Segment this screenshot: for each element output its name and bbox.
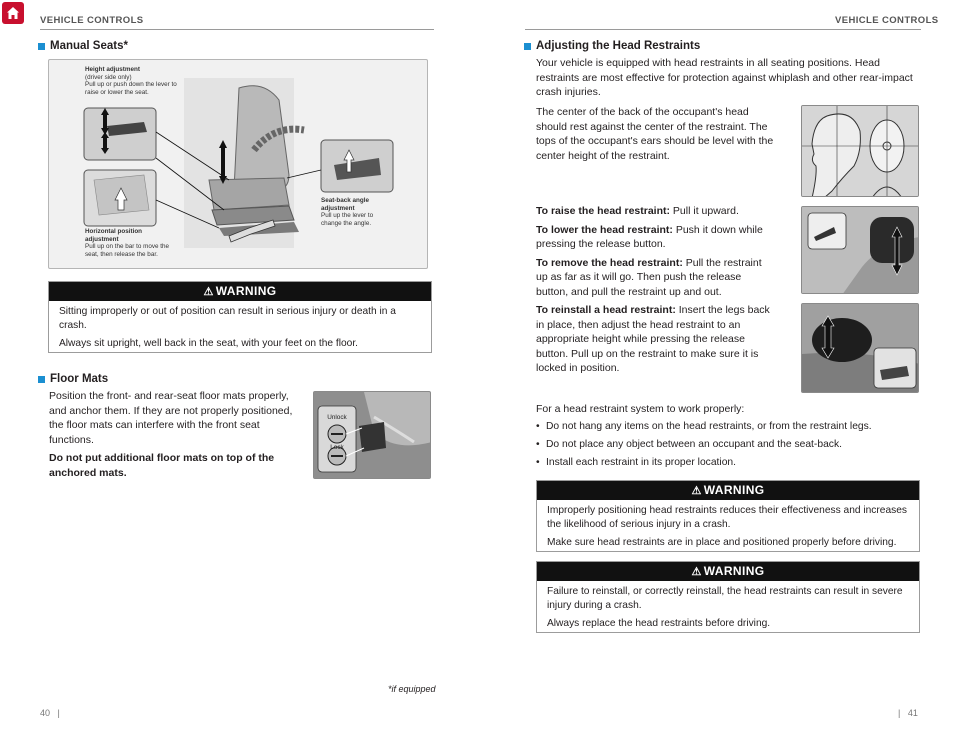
header-divider (40, 29, 434, 30)
page-number: | 41 (898, 708, 918, 718)
system-bullets (536, 418, 926, 471)
page-number: 40 | (40, 708, 60, 718)
seatback-adjustment-label: Seat-back angle adjustment Pull up the lever to change the angle. (321, 197, 374, 227)
home-icon (5, 5, 21, 21)
section-bullet-icon (38, 376, 45, 383)
head-position-diagram (801, 105, 919, 197)
section-heading-text: Manual Seats* (50, 40, 128, 52)
home-button[interactable] (2, 2, 24, 24)
manual-seat-illustration (48, 59, 428, 269)
page-header-title: VEHICLE CONTROLS (40, 15, 144, 26)
section-heading-head-restraints (524, 40, 700, 52)
warning-triangle-icon: ⚠ (691, 485, 702, 497)
section-bullet-icon (38, 43, 45, 50)
floor-mat-anchor-photo (313, 391, 431, 479)
head-restraint-release-photo (801, 303, 919, 393)
warning-body: Improperly positioning head restraints reduces their effectiveness and increases the likelihood of serious injury in a crash. Make sure head restraints are in place and positioned properly before driving. (547, 505, 907, 548)
warning-box-seating (48, 281, 432, 353)
warning-box-reinstall (536, 561, 920, 633)
head-restraint-center-text: The center of the back of the occupant's head should rest against the center of the restraint. The tops of the occupant's ears should be level with the center height of the restraint. (536, 106, 774, 162)
section-heading-floor-mats (38, 373, 108, 385)
warning-header: ⚠ WARNING (49, 282, 431, 301)
system-intro: For a head restraint system to work properly: (536, 403, 745, 415)
lock-label: Lock (330, 444, 344, 451)
warning-body: Sitting improperly or out of position can result in serious injury or death in a crash. Always sit upright, well back in the seat, with your feet on the floor. (59, 306, 396, 349)
head-restraint-intro: Your vehicle is equipped with head restraints in all seating positions. Head restraints are most effective for protection against whiplash and other rear-impact crash injuries. (536, 57, 913, 98)
right-page (480, 0, 960, 738)
page-header-title: VEHICLE CONTROLS (835, 15, 939, 26)
list-item: • Install each restraint in its proper location. (536, 454, 926, 472)
warning-triangle-icon: ⚠ (691, 566, 702, 578)
warning-body: Failure to reinstall, or correctly reinstall, the head restraints can result in severe injury during a crash. Always replace the head restraints before driving. (547, 586, 903, 629)
section-heading-text: Floor Mats (50, 373, 109, 385)
section-bullet-icon (524, 43, 531, 50)
list-item: • Do not hang any items on the head restraints, or from the restraint legs. (536, 418, 926, 436)
footnote: *if equipped (388, 684, 436, 694)
warning-header: ⚠ WARNING (537, 562, 919, 581)
warning-header: ⚠ WARNING (537, 481, 919, 500)
height-adjustment-label: Height adjustment (driver side only) Pull up or push down the lever to raise or lower the seat. (85, 66, 177, 96)
header-divider (525, 29, 921, 30)
unlock-label: Unlock (327, 414, 347, 421)
section-heading-text: Adjusting the Head Restraints (536, 40, 701, 52)
list-item: • Do not place any object between an occupant and the seat-back. (536, 436, 926, 454)
head-restraint-raise-photo (801, 206, 919, 294)
warning-box-positioning (536, 480, 920, 552)
head-restraint-instructions: To raise the head restraint: Pull it upward. To lower the head restraint: Push it down while pressing the release button. To remove the head restraint: Pull the restraint up as far as it will go. Then push the release button, and pull the restraint up and out. To reinstall a head restraint: Insert the legs back in place, then adjust the head restraint to an appropriate height while pressing the release button. Pull up on the restraint to make sure it is locked in position. (536, 205, 770, 374)
floor-mats-text: Position the front- and rear-seat floor mats properly, and anchor them. If they are not properly positioned, the floor mats can interfere with the front seat functions. Do not put additional floor mats on top of the anchored mats. (49, 390, 293, 479)
horizontal-adjustment-label: Horizontal position adjustment Pull up on the bar to move the seat, then release the bar. (85, 228, 170, 258)
section-heading-manual-seats (38, 40, 128, 52)
warning-triangle-icon: ⚠ (203, 286, 214, 298)
